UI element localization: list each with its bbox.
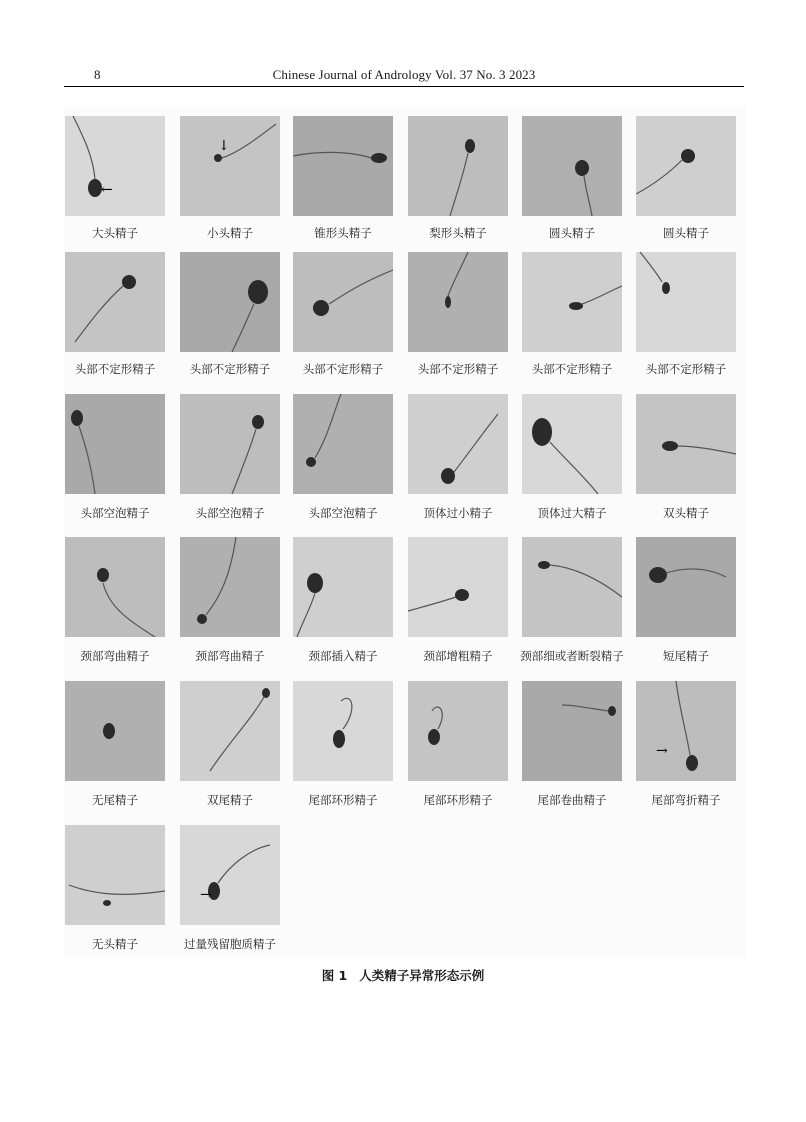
- journal-title: Chinese Journal of Andrology Vol. 37 No. 3 2023: [272, 67, 536, 82]
- sperm-head: [575, 160, 589, 176]
- micrograph-1: [65, 116, 165, 216]
- panel-caption-8: 头部不定形精子: [189, 362, 271, 376]
- micrograph-27: [293, 681, 393, 781]
- panel-caption-20: 颈部弯曲精子: [195, 649, 265, 663]
- sperm-head: [262, 688, 270, 698]
- micrograph-17: [522, 394, 622, 494]
- micrograph-background: [636, 394, 736, 494]
- page-number: 8: [94, 67, 101, 82]
- micrograph-image: [180, 825, 280, 925]
- micrograph-image: [408, 681, 508, 781]
- micrograph-background: [293, 116, 393, 216]
- micrograph-10: [408, 252, 508, 352]
- micrograph-15: [293, 394, 393, 494]
- micrograph-background: [180, 116, 280, 216]
- micrograph-background: [408, 116, 508, 216]
- sperm-head: [214, 154, 222, 162]
- sperm-head: [371, 153, 387, 163]
- sperm-head: [445, 296, 451, 308]
- sperm-head: [538, 561, 550, 569]
- micrograph-background: [65, 825, 165, 925]
- panel-caption-31: 无头精子: [92, 937, 138, 951]
- micrograph-background: [522, 252, 622, 352]
- micrograph-image: [293, 116, 393, 216]
- sperm-head: [103, 723, 115, 739]
- sperm-head: [465, 139, 475, 153]
- micrograph-25: [65, 681, 165, 781]
- micrograph-image: [636, 116, 736, 216]
- micrograph-image: [636, 681, 736, 781]
- micrograph-24: [636, 537, 736, 637]
- page-header: [64, 62, 744, 87]
- figure-caption: [0, 966, 806, 984]
- micrograph-image: [65, 116, 165, 216]
- micrograph-29: [522, 681, 622, 781]
- panel-caption-26: 双尾精子: [207, 793, 253, 807]
- panel-caption-19: 颈部弯曲精子: [80, 649, 150, 663]
- panel-caption-6: 圆头精子: [663, 226, 709, 240]
- micrograph-image: [180, 116, 280, 216]
- panel-caption-25: 无尾精子: [92, 793, 138, 807]
- micrograph-image: [636, 537, 736, 637]
- sperm-head: [103, 900, 111, 906]
- sperm-head: [333, 730, 345, 748]
- micrograph-background: [636, 116, 736, 216]
- micrograph-image: [522, 394, 622, 494]
- panel-caption-1: 大头精子: [92, 226, 138, 240]
- micrograph-4: [408, 116, 508, 216]
- micrograph-background: [408, 537, 508, 637]
- micrograph-image: [636, 252, 736, 352]
- sperm-head: [313, 300, 329, 316]
- sperm-head: [649, 567, 667, 583]
- micrograph-image: [65, 537, 165, 637]
- panel-caption-18: 双头精子: [663, 506, 709, 520]
- panel-caption-4: 梨形头精子: [429, 226, 487, 240]
- micrograph-background: [180, 825, 280, 925]
- micrograph-28: [408, 681, 508, 781]
- sperm-head: [88, 179, 102, 197]
- micrograph-image: [293, 681, 393, 781]
- panel-caption-14: 头部空泡精子: [195, 506, 265, 520]
- micrograph-20: [180, 537, 280, 637]
- panel-caption-11: 头部不定形精子: [531, 362, 613, 376]
- micrograph-6: [636, 116, 736, 216]
- sperm-head: [248, 280, 268, 304]
- micrograph-31: [65, 825, 165, 925]
- micrograph-2: [180, 116, 280, 216]
- micrograph-12: [636, 252, 736, 352]
- micrograph-22: [408, 537, 508, 637]
- panel-caption-15: 头部空泡精子: [308, 506, 378, 520]
- micrograph-30: [636, 681, 736, 781]
- micrograph-background: [636, 681, 736, 781]
- micrograph-image: [293, 537, 393, 637]
- panel-caption-32: 过量残留胞质精子: [184, 937, 276, 951]
- sperm-head: [307, 573, 323, 593]
- micrograph-26: [180, 681, 280, 781]
- micrograph-background: [65, 252, 165, 352]
- micrograph-13: [65, 394, 165, 494]
- micrograph-image: [522, 681, 622, 781]
- micrograph-image: [408, 252, 508, 352]
- micrograph-18: [636, 394, 736, 494]
- panel-caption-21: 颈部插入精子: [308, 649, 378, 663]
- micrograph-background: [522, 681, 622, 781]
- micrograph-image: [180, 252, 280, 352]
- micrograph-background: [408, 681, 508, 781]
- panel-caption-3: 锥形头精子: [314, 226, 372, 240]
- panel-caption-13: 头部空泡精子: [80, 506, 150, 520]
- micrograph-image: [65, 394, 165, 494]
- micrograph-background: [180, 394, 280, 494]
- sperm-head: [97, 568, 109, 582]
- figure-label: 图 1: [321, 968, 348, 983]
- micrograph-image: [65, 681, 165, 781]
- sperm-head: [441, 468, 455, 484]
- sperm-head: [608, 706, 616, 716]
- panel-caption-30: 尾部弯折精子: [651, 793, 721, 807]
- micrograph-image: [180, 537, 280, 637]
- arrow-right-icon: →: [656, 743, 668, 759]
- micrograph-11: [522, 252, 622, 352]
- micrograph-9: [293, 252, 393, 352]
- micrograph-image: [636, 394, 736, 494]
- micrograph-image: [408, 537, 508, 637]
- micrograph-background: [180, 537, 280, 637]
- sperm-head: [662, 441, 678, 451]
- sperm-head: [455, 589, 469, 601]
- sperm-head: [122, 275, 136, 289]
- panel-caption-24: 短尾精子: [663, 649, 709, 663]
- panel-caption-23: 颈部细或者断裂精子: [520, 649, 624, 663]
- micrograph-32: [180, 825, 280, 925]
- sperm-head: [569, 302, 583, 310]
- arrow-down-icon: ↓: [218, 138, 230, 154]
- arrow-right-icon: →: [200, 887, 212, 903]
- micrograph-image: [65, 252, 165, 352]
- micrograph-background: [408, 252, 508, 352]
- micrograph-image: [522, 252, 622, 352]
- micrograph-16: [408, 394, 508, 494]
- panel-caption-2: 小头精子: [207, 226, 253, 240]
- sperm-head: [532, 418, 552, 446]
- micrograph-image: [408, 394, 508, 494]
- micrograph-23: [522, 537, 622, 637]
- panel-caption-17: 顶体过大精子: [537, 506, 607, 520]
- micrograph-background: [293, 394, 393, 494]
- panel-caption-7: 头部不定形精子: [74, 362, 156, 376]
- micrograph-image: [408, 116, 508, 216]
- micrograph-background: [636, 537, 736, 637]
- micrograph-background: [293, 681, 393, 781]
- arrow-left-icon: ←: [101, 182, 113, 198]
- panel-caption-10: 头部不定形精子: [417, 362, 499, 376]
- micrograph-background: [293, 252, 393, 352]
- panel-caption-28: 尾部环形精子: [423, 793, 493, 807]
- panel-caption-12: 头部不定形精子: [645, 362, 727, 376]
- micrograph-3: [293, 116, 393, 216]
- micrograph-19: [65, 537, 165, 637]
- panel-caption-5: 圆头精子: [549, 226, 595, 240]
- micrograph-image: [522, 537, 622, 637]
- sperm-head: [662, 282, 670, 294]
- micrograph-8: [180, 252, 280, 352]
- panel-caption-27: 尾部环形精子: [308, 793, 378, 807]
- micrograph-5: [522, 116, 622, 216]
- sperm-head: [71, 410, 83, 426]
- panel-caption-22: 颈部增粗精子: [423, 649, 493, 663]
- sperm-head: [197, 614, 207, 624]
- micrograph-14: [180, 394, 280, 494]
- sperm-head: [686, 755, 698, 771]
- micrograph-image: [180, 394, 280, 494]
- micrograph-21: [293, 537, 393, 637]
- micrograph-image: [293, 252, 393, 352]
- micrograph-background: [180, 252, 280, 352]
- figure-title: 人类精子异常形态示例: [359, 968, 485, 983]
- micrograph-image: [65, 825, 165, 925]
- sperm-head: [306, 457, 316, 467]
- micrograph-image: [522, 116, 622, 216]
- micrograph-7: [65, 252, 165, 352]
- micrograph-background: [522, 116, 622, 216]
- micrograph-background: [65, 394, 165, 494]
- sperm-head: [428, 729, 440, 745]
- sperm-head: [681, 149, 695, 163]
- panel-caption-9: 头部不定形精子: [302, 362, 384, 376]
- micrograph-image: [180, 681, 280, 781]
- micrograph-background: [408, 394, 508, 494]
- sperm-head: [252, 415, 264, 429]
- panel-caption-29: 尾部卷曲精子: [537, 793, 607, 807]
- micrograph-background: [65, 537, 165, 637]
- panel-caption-16: 顶体过小精子: [423, 506, 493, 520]
- micrograph-image: [293, 394, 393, 494]
